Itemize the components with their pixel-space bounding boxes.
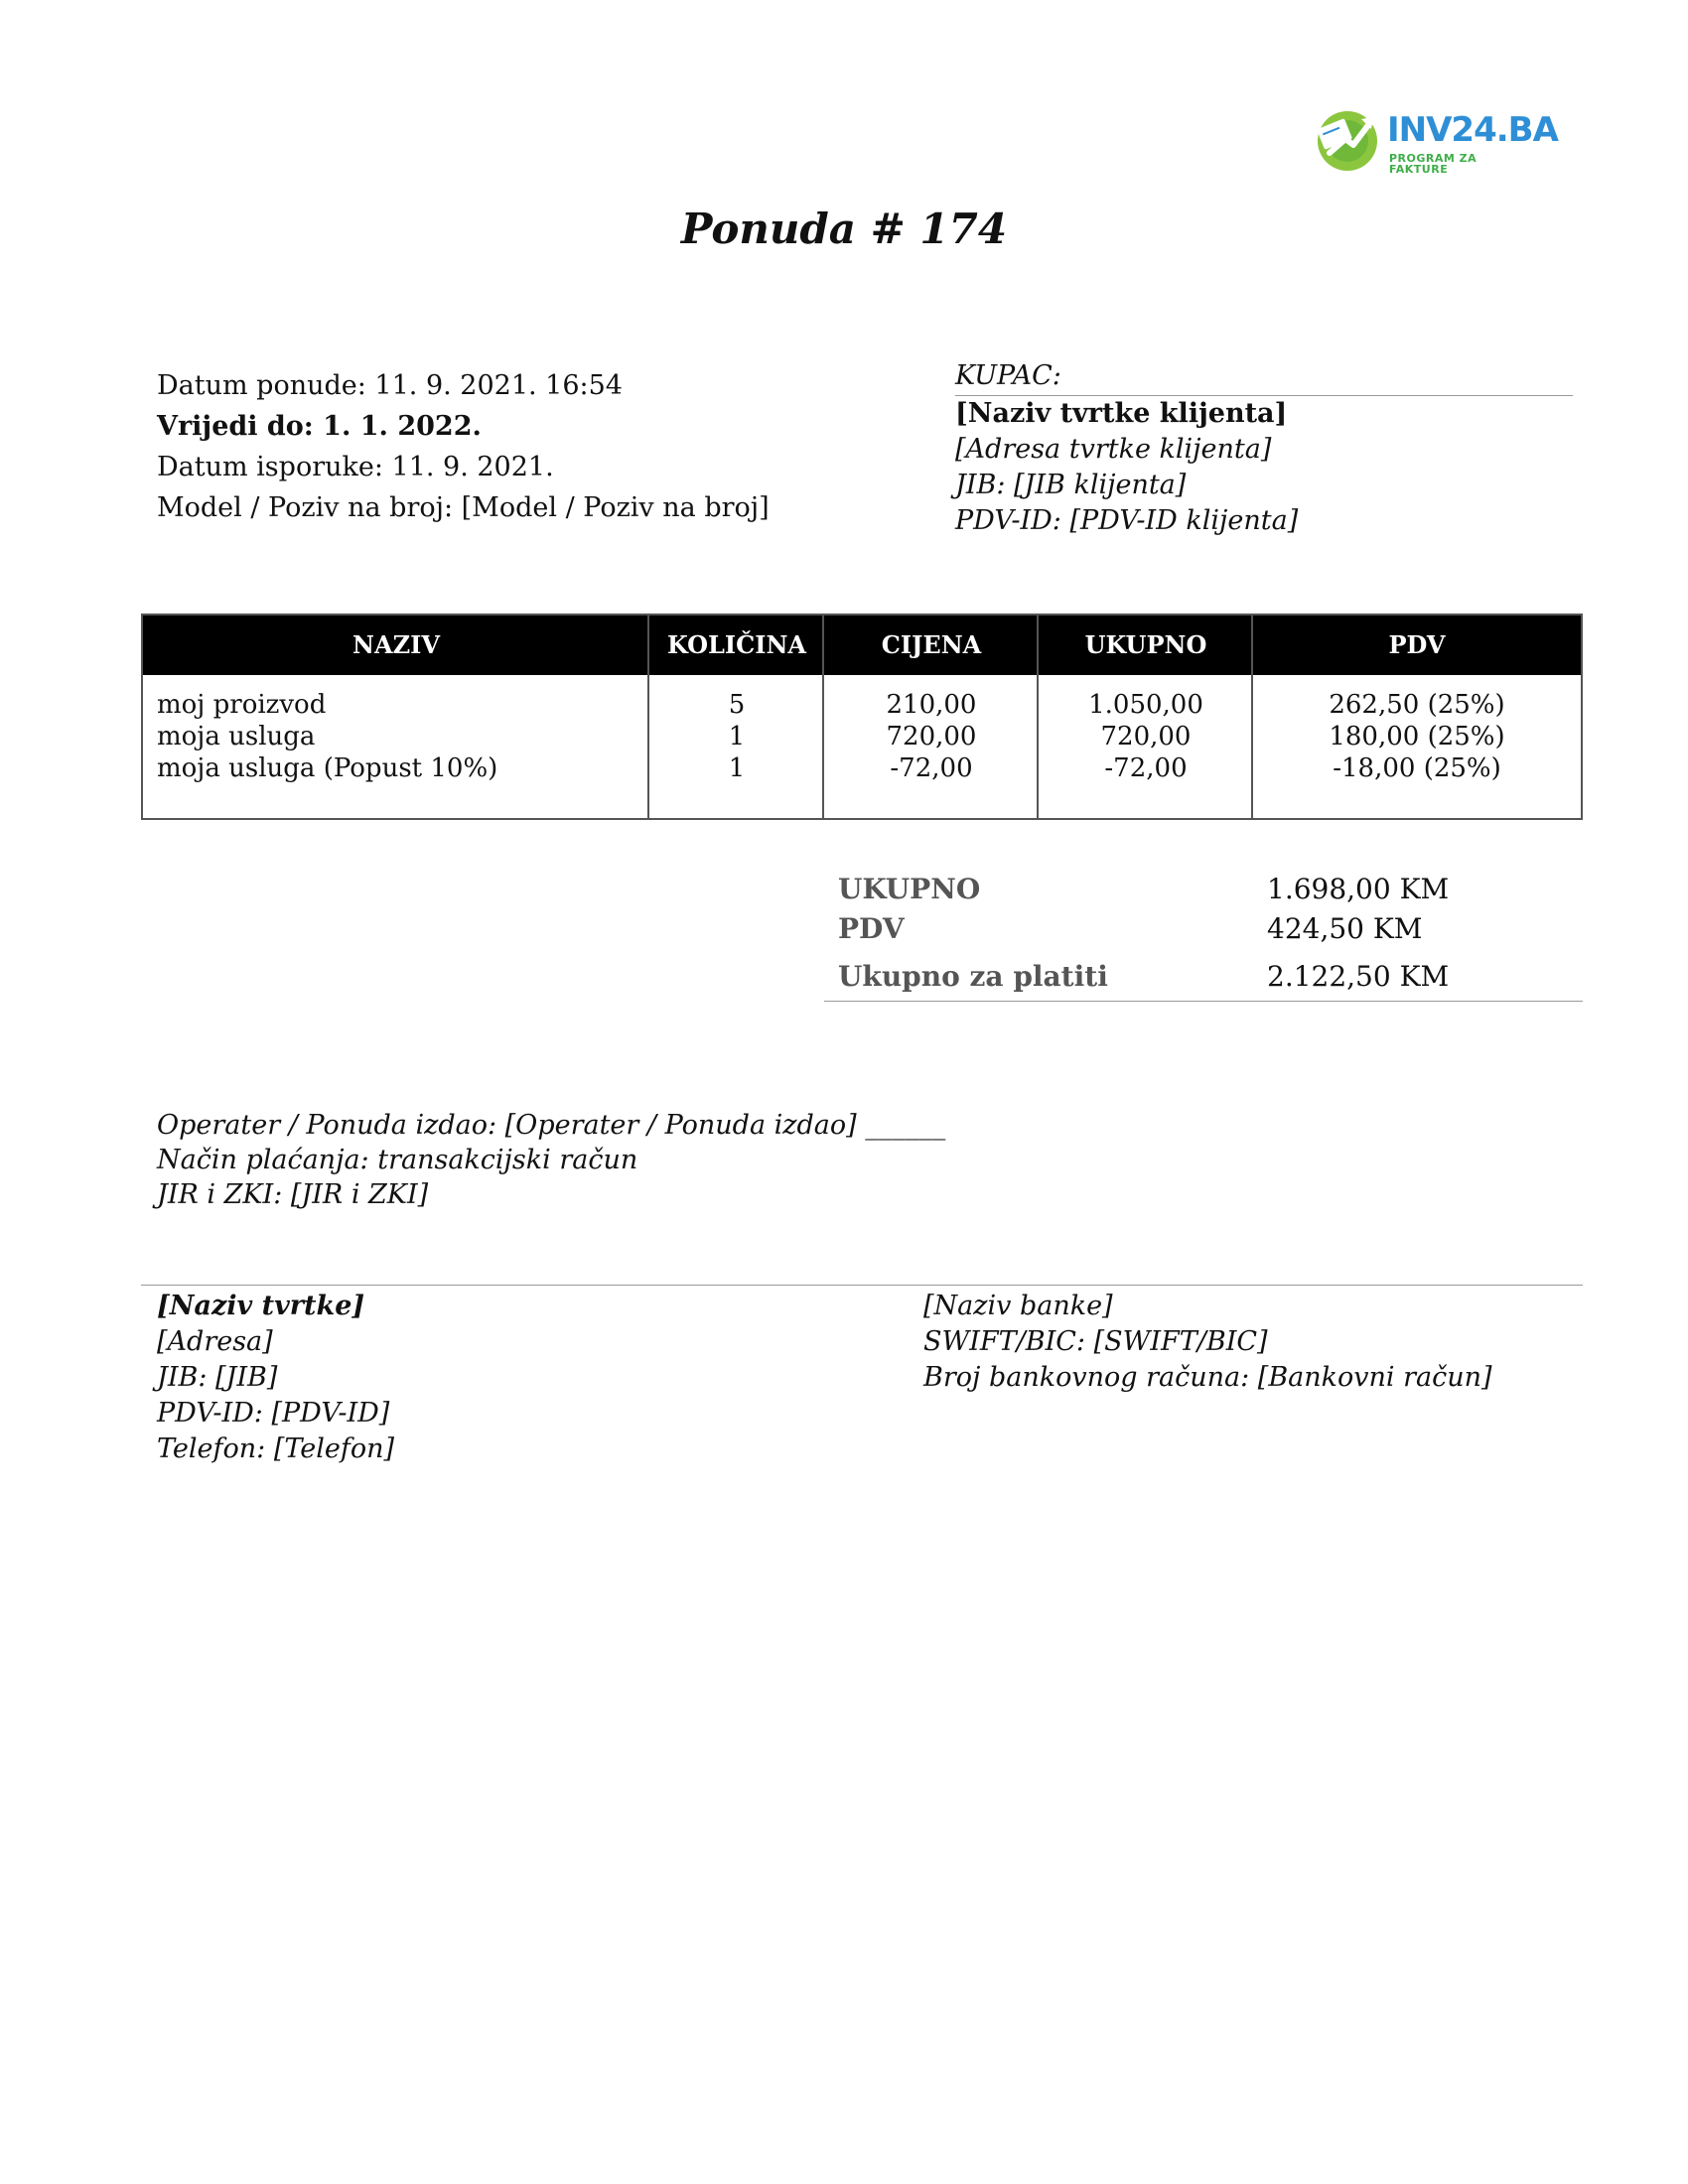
- logo: [1314, 105, 1558, 176]
- vat-value: 424,50 KM: [1267, 912, 1423, 945]
- model-reference: Model / Poziv na broj: [Model / Poziv na broj]: [157, 492, 770, 523]
- header-cijena: CIJENA: [881, 630, 982, 659]
- grand-total-label: Ukupno za platiti: [838, 960, 1108, 993]
- company-address: [Adresa]: [157, 1326, 273, 1357]
- table-cell: 1: [728, 722, 746, 751]
- payment-method: Način plaćanja: transakcijski račun: [157, 1145, 638, 1175]
- table-header: [143, 615, 1581, 675]
- table-body: [143, 675, 1581, 818]
- grand-total-row: [824, 949, 1583, 997]
- header-pdv: PDV: [1388, 630, 1446, 659]
- cijena-column: [824, 675, 1039, 784]
- offer-date: Datum ponude: 11. 9. 2021. 16:54: [157, 370, 623, 401]
- logo-name: INV24.BA: [1387, 110, 1558, 150]
- buyer-label: KUPAC:: [955, 357, 1573, 396]
- total-value: 1.698,00 KM: [1267, 873, 1450, 905]
- table-cell: moj proizvod: [157, 690, 327, 720]
- bank-account: Broj bankovnog računa: [Bankovni račun]: [923, 1362, 1492, 1393]
- valid-until: Vrijedi do: 1. 1. 2022.: [157, 411, 482, 442]
- table-cell: 180,00 (25%): [1329, 722, 1505, 751]
- total-label: UKUPNO: [838, 873, 981, 905]
- jir-zki: JIR i ZKI: [JIR i ZKI]: [157, 1179, 429, 1210]
- table-cell: -72,00: [1104, 753, 1188, 783]
- buyer-pdv-id: PDV-ID: [PDV-ID klijenta]: [955, 505, 1299, 536]
- total-row: [824, 870, 1583, 909]
- bank-name: [Naziv banke]: [923, 1291, 1113, 1321]
- table-cell: -72,00: [890, 753, 973, 783]
- company-phone: Telefon: [Telefon]: [157, 1433, 395, 1464]
- vat-label: PDV: [838, 912, 905, 945]
- naziv-column: [157, 675, 643, 784]
- table-cell: 5: [728, 690, 746, 720]
- buyer-info: [955, 357, 1573, 539]
- logo-mark-icon: [1314, 105, 1383, 175]
- table-cell: 210,00: [886, 690, 977, 720]
- kolicina-column: [649, 675, 824, 784]
- table-cell: -18,00 (25%): [1333, 753, 1501, 783]
- table-cell: 1.050,00: [1088, 690, 1203, 720]
- bank-info: [923, 1289, 1492, 1396]
- footer-divider: [141, 1285, 1583, 1286]
- ukupno-column: [1039, 675, 1253, 784]
- delivery-date: Datum isporuke: 11. 9. 2021.: [157, 452, 554, 482]
- header-kolicina: KOLIČINA: [666, 630, 807, 659]
- buyer-address: [Adresa tvrtke klijenta]: [955, 434, 1272, 465]
- document-title: Ponuda # 174: [680, 205, 1008, 253]
- offer-info: [157, 365, 770, 528]
- bank-swift: SWIFT/BIC: [SWIFT/BIC]: [923, 1326, 1268, 1357]
- operator-info: [157, 1108, 945, 1212]
- logo-tagline: PROGRAM ZA FAKTURE: [1389, 152, 1477, 176]
- table-cell: 262,50 (25%): [1329, 690, 1505, 720]
- company-name: [Naziv tvrtke]: [157, 1291, 365, 1321]
- pdv-column: [1253, 675, 1581, 784]
- vat-row: [824, 909, 1583, 949]
- company-jib: JIB: [JIB]: [157, 1362, 278, 1393]
- table-cell: 1: [728, 753, 746, 783]
- company-info: [157, 1289, 394, 1467]
- header-naziv: NAZIV: [352, 630, 440, 659]
- items-table: [141, 614, 1583, 820]
- buyer-jib: JIB: [JIB klijenta]: [955, 470, 1187, 500]
- header-ukupno: UKUPNO: [1084, 630, 1207, 659]
- table-cell: moja usluga: [157, 722, 316, 751]
- company-pdv-id: PDV-ID: [PDV-ID]: [157, 1398, 390, 1429]
- table-cell: moja usluga (Popust 10%): [157, 753, 498, 783]
- issued-by: Operater / Ponuda izdao: [Operater / Ponuda izdao] ______: [157, 1110, 946, 1141]
- table-cell: 720,00: [886, 722, 977, 751]
- totals-summary: [824, 870, 1583, 1002]
- buyer-name: [Naziv tvrtke klijenta]: [955, 398, 1288, 429]
- grand-total-value: 2.122,50 KM: [1267, 960, 1450, 993]
- table-cell: 720,00: [1100, 722, 1192, 751]
